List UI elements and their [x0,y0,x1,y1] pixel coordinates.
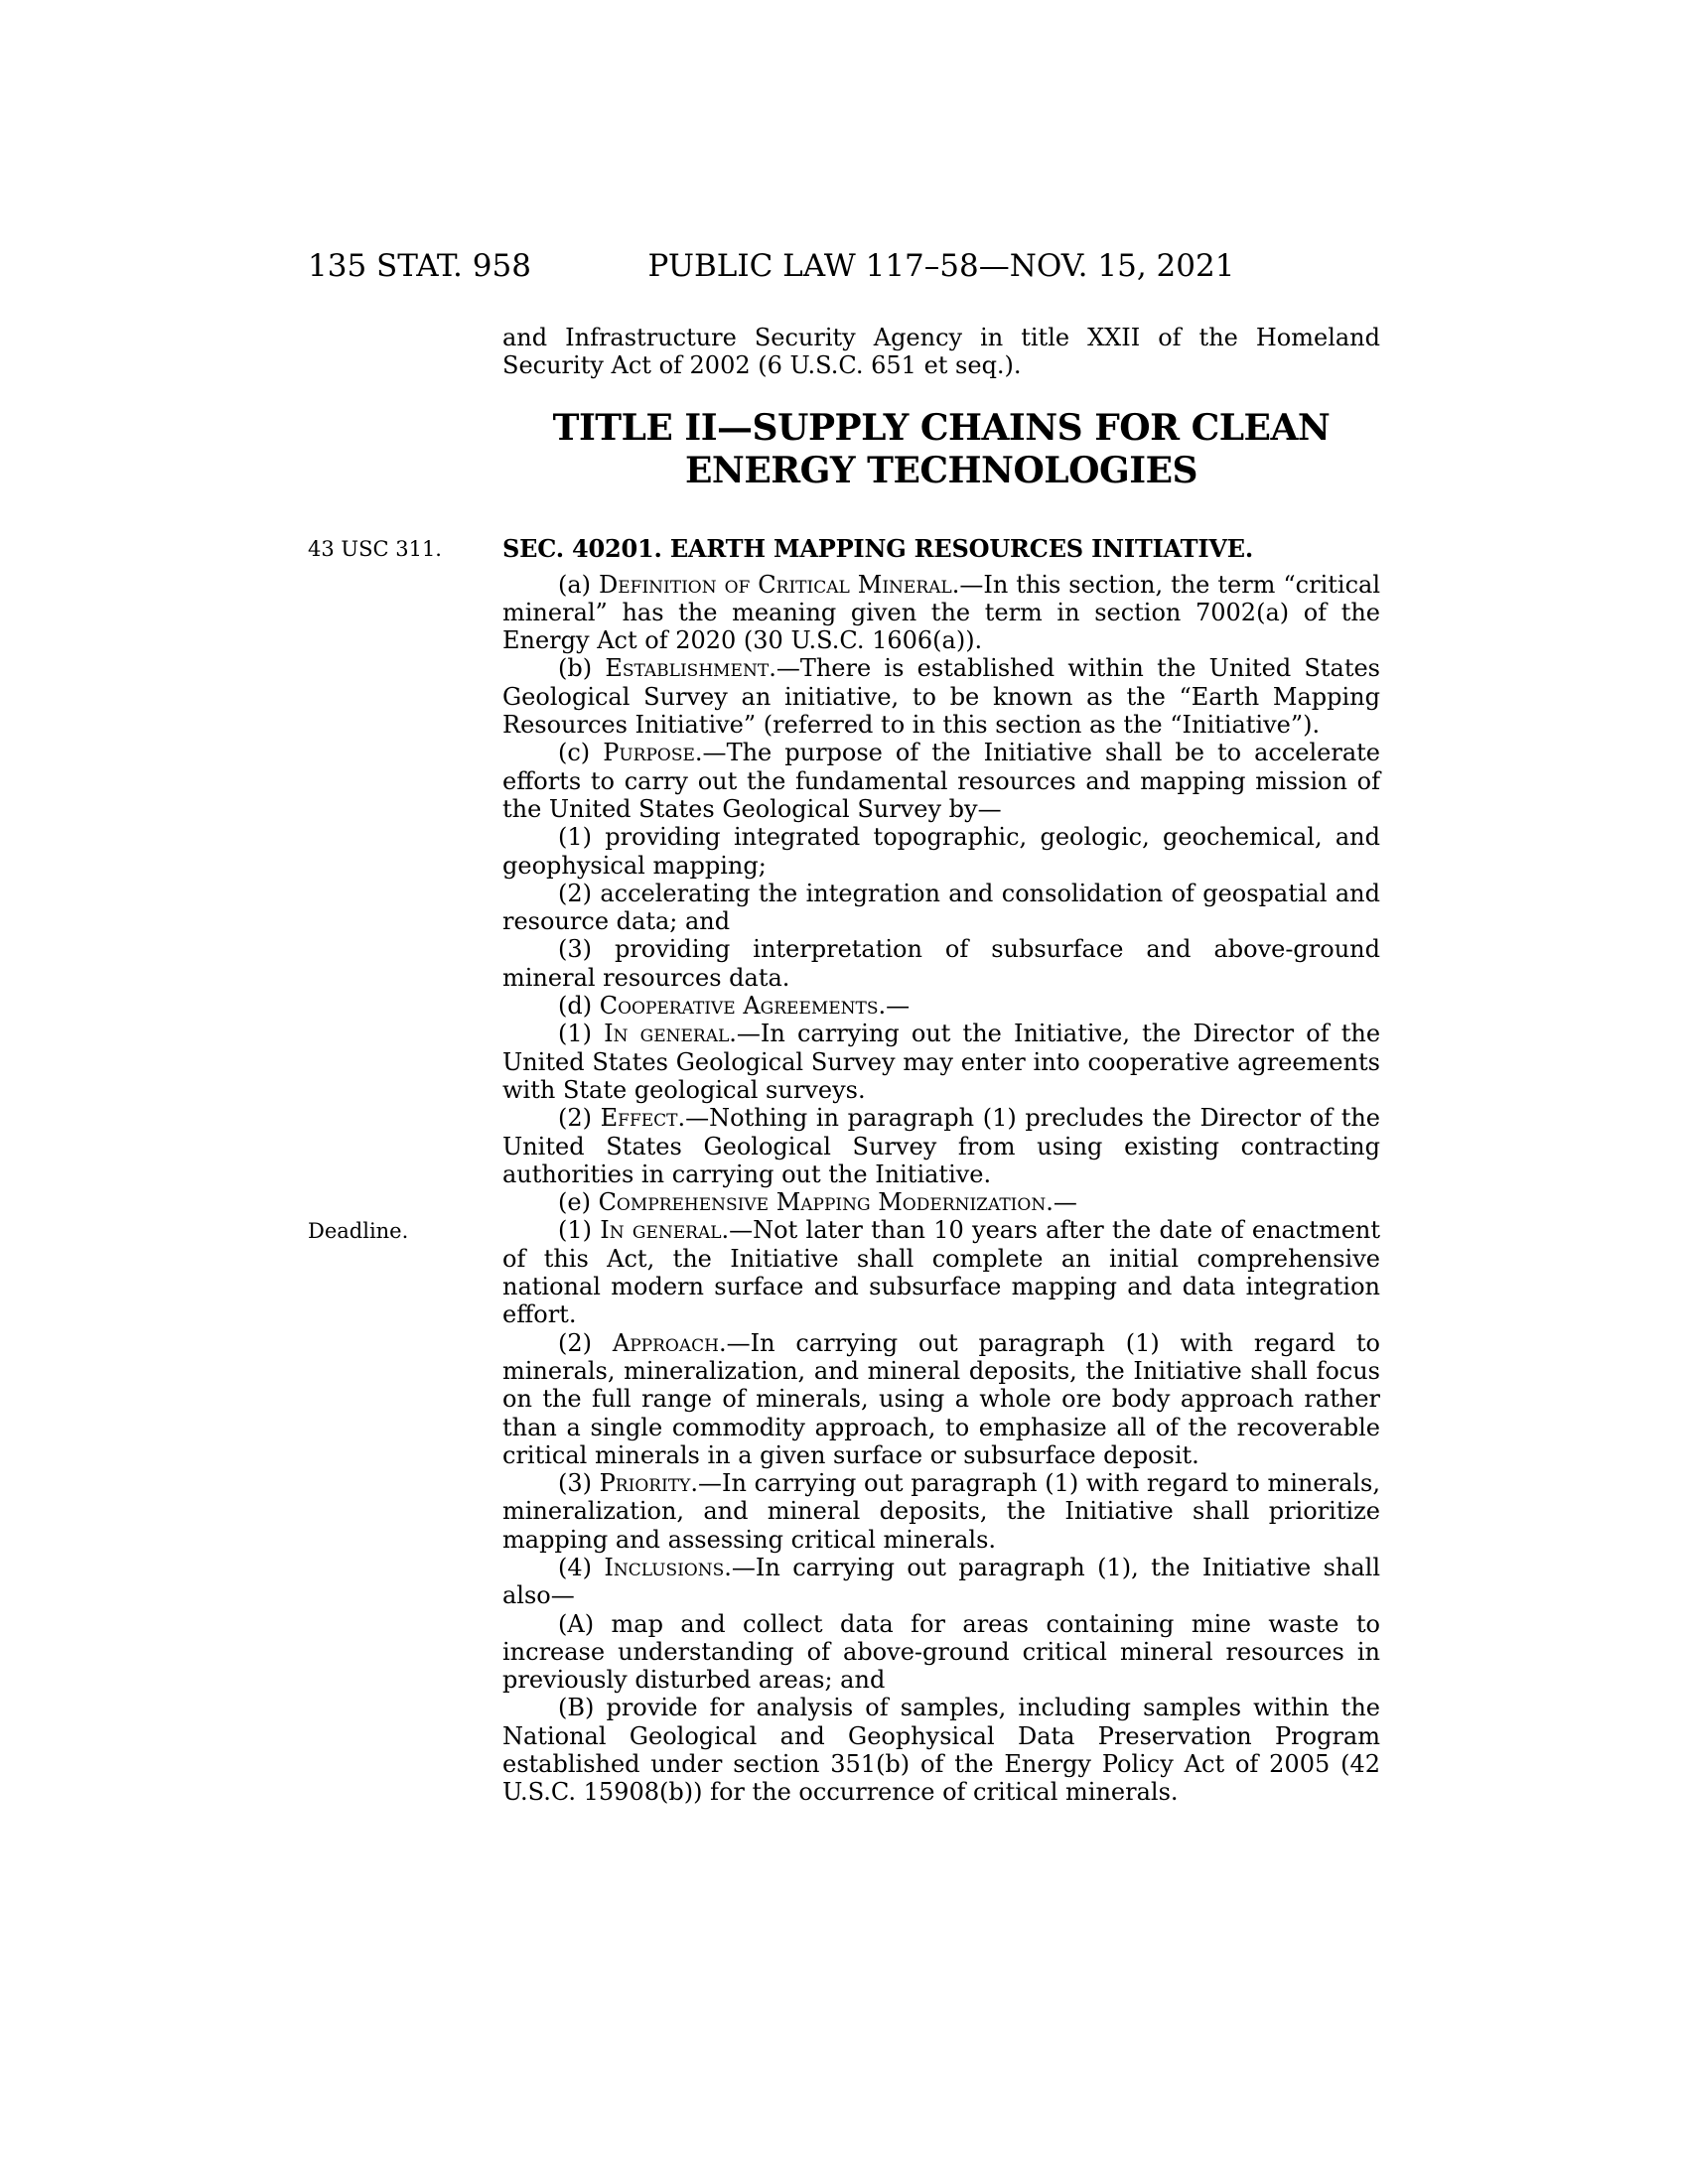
statute-paragraph: (c) Purpose.—The purpose of the Initiative shall be to accelerate efforts to carry out the fundamental resources and mapping mission of the United States Geological Survey by— [502,739,1381,823]
paragraph-label: (2) [558,879,601,907]
section-heading: SEC. 40201. EARTH MAPPING RESOURCES INITIATIVE. [502,533,1254,563]
paragraph-heading: Inclusions [604,1553,725,1581]
public-law-citation: PUBLIC LAW 117–58—NOV. 15, 2021 [647,248,1235,284]
text-column [308,324,1381,1807]
paragraph-heading: Definition of Critical Mineral [599,570,952,599]
statute-paragraph: (1) In general.—In carrying out the Initiative, the Director of the United States Geological Survey may enter into cooperative agreements with State geological surveys. [502,1020,1381,1104]
paragraph-label: (c) [558,739,604,767]
paragraph-label: (d) [558,992,600,1021]
paragraph-label: (3) [558,935,615,964]
paragraph-heading: Priority [599,1469,691,1498]
title-heading [502,407,1380,492]
paragraph-label: (1) [558,1020,605,1048]
statute-paragraph: (a) Definition of Critical Mineral.—In this section, the term “critical mineral” has the meaning given the term in section 7002(a) of the Energy Act of 2020 (30 U.S.C. 1606(a)). [502,570,1380,655]
title-line-2: ENERGY TECHNOLOGIES [684,449,1198,491]
statute-paragraph: (e) Comprehensive Mapping Modernization.— [558,1188,1077,1217]
paragraph-label: (2) [558,1104,601,1133]
statute-paragraph: (2) Approach.—In carrying out paragraph (1) with regard to minerals, mineralization, and mineral deposits, the Initiative shall focus on the full range of minerals, using a whole ore body approach rather than a single commodity approach, to emphasize all of the recoverable critical minerals in a given surface or subsurface deposit. [502,1328,1381,1469]
statute-paragraph: (2) Effect.—Nothing in paragraph (1) precludes the Director of the United States Geological Survey from using existing contracting authorities in carrying out the Initiative. [502,1104,1381,1188]
paragraph-heading: In general [600,1216,722,1245]
paragraph-label: (B) [558,1694,607,1722]
paragraph-heading: Cooperative Agreements [599,992,879,1021]
statute-paragraph: (1) In general.—Not later than 10 years after the date of enactment of this Act, the Initiative shall complete an initial comprehensive national modern surface and subsurface mapping and data integration effort. [502,1216,1381,1329]
statute-paragraph: (4) Inclusions.—In carrying out paragraph (1), the Initiative shall also— [502,1553,1380,1610]
continuation-paragraph: and Infrastructure Security Agency in title XXII of the Homeland Security Act of 2002 (6 U.S.C. 651 et seq.). [502,324,1380,380]
title-line-1: TITLE II—SUPPLY CHAINS FOR CLEAN [552,406,1331,449]
statute-paragraph: (3) Priority.—In carrying out paragraph (1) with regard to minerals, mineralization, and mineral deposits, the Initiative shall prioritize mapping and assessing critical minerals. [502,1469,1380,1554]
section-body [502,571,1380,1807]
paragraph-heading: Comprehensive Mapping Modernization [598,1188,1047,1217]
paragraph-heading: Approach [612,1328,719,1357]
paragraph-label: (b) [558,654,606,683]
statute-paragraph: (2) accelerating the integration and consolidation of geospatial and resource data; and [502,879,1381,936]
margin-note: Deadline. [308,1219,409,1243]
paragraph-label: (1) [558,823,606,852]
paragraph-label: (A) [558,1609,612,1638]
paragraph-label: (2) [558,1328,613,1357]
statute-paragraph: (A) map and collect data for areas containing mine waste to increase understanding of above-ground critical mineral resources in previously disturbed areas; and [502,1609,1381,1695]
paragraph-label: (4) [558,1553,605,1581]
statute-paragraph: (b) Establishment.—There is established within the United States Geological Survey an initiative, to be known as the “Earth Mapping Resources Initiative” (referred to in this section as the “Initiative”). [502,654,1380,740]
paragraph-heading: Establishment [605,654,770,683]
stat-page-number: 135 STAT. 958 [308,248,531,284]
statute-paragraph: (B) provide for analysis of samples, including samples within the National Geological and Geophysical Data Preservation Program established under section 351(b) of the Energy Policy Act of 2005 (42 U.S.C. 15908(b)) for the occurrence of critical minerals. [502,1694,1380,1807]
statute-paragraph: (3) providing interpretation of subsurface and above-ground mineral resources data. [502,935,1380,992]
paragraph-label: (1) [558,1216,601,1245]
paragraph-label: (3) [558,1469,600,1498]
paragraph-heading: Effect [600,1104,678,1133]
paragraph-heading: In general [604,1020,730,1048]
statute-paragraph: (d) Cooperative Agreements.— [558,992,911,1021]
paragraph-label: (a) [558,570,599,599]
paragraph-heading: Purpose [603,739,695,767]
statute-paragraph: (1) providing integrated topographic, geologic, geochemical, and geophysical mapping; [502,823,1380,880]
paragraph-label: (e) [558,1188,599,1217]
margin-note: 43 USC 311. [308,537,442,561]
